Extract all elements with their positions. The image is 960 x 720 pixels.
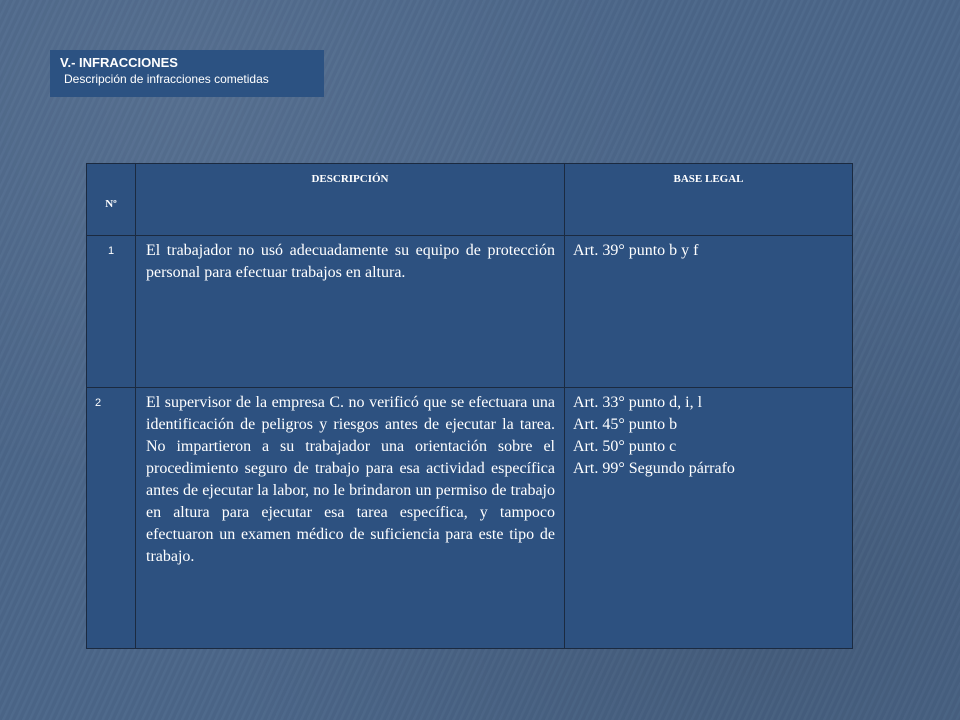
row-legal-basis [565, 388, 853, 649]
legal-basis-line: Art. 33° punto d, i, l [573, 394, 703, 411]
header-legal-basis: BASE LEGAL [565, 164, 853, 236]
header-description: DESCRIPCIÓN [136, 164, 565, 236]
row-number: 1 [87, 236, 136, 388]
table-row [87, 388, 853, 649]
row-number: 2 [87, 388, 136, 649]
row-legal-basis [565, 236, 853, 388]
section-title: V.- INFRACCIONES [60, 55, 178, 70]
section-header [50, 50, 324, 97]
legal-basis-line: Art. 50° punto c [573, 438, 677, 455]
table-row [87, 236, 853, 388]
row-description: El trabajador no usó adecuadamente su equipo de protección personal para efectuar trabajos en altura. [136, 236, 565, 388]
section-subtitle: Descripción de infracciones cometidas [64, 72, 269, 86]
row-description: El supervisor de la empresa C. no verificó que se efectuara una identificación de peligros y riesgos antes de ejecutar la tarea. No impartieron a su trabajador una orientación sobre el procedimiento seguro de trabajo para esa actividad específica antes de ejecutar la labor, no le brindaron un permiso de trabajo en altura para ejecutar esa tarea específica, y tampoco efectuaron un examen médico de suficiencia para este tipo de trabajo. [136, 388, 565, 649]
table-header-row [87, 164, 853, 236]
legal-basis-line: Art. 99° Segundo párrafo [573, 460, 735, 477]
header-number: Nº [87, 164, 136, 236]
legal-basis-line: Art. 39° punto b y f [573, 242, 699, 259]
infractions-table [86, 163, 853, 649]
legal-basis-line: Art. 45° punto b [573, 416, 678, 433]
